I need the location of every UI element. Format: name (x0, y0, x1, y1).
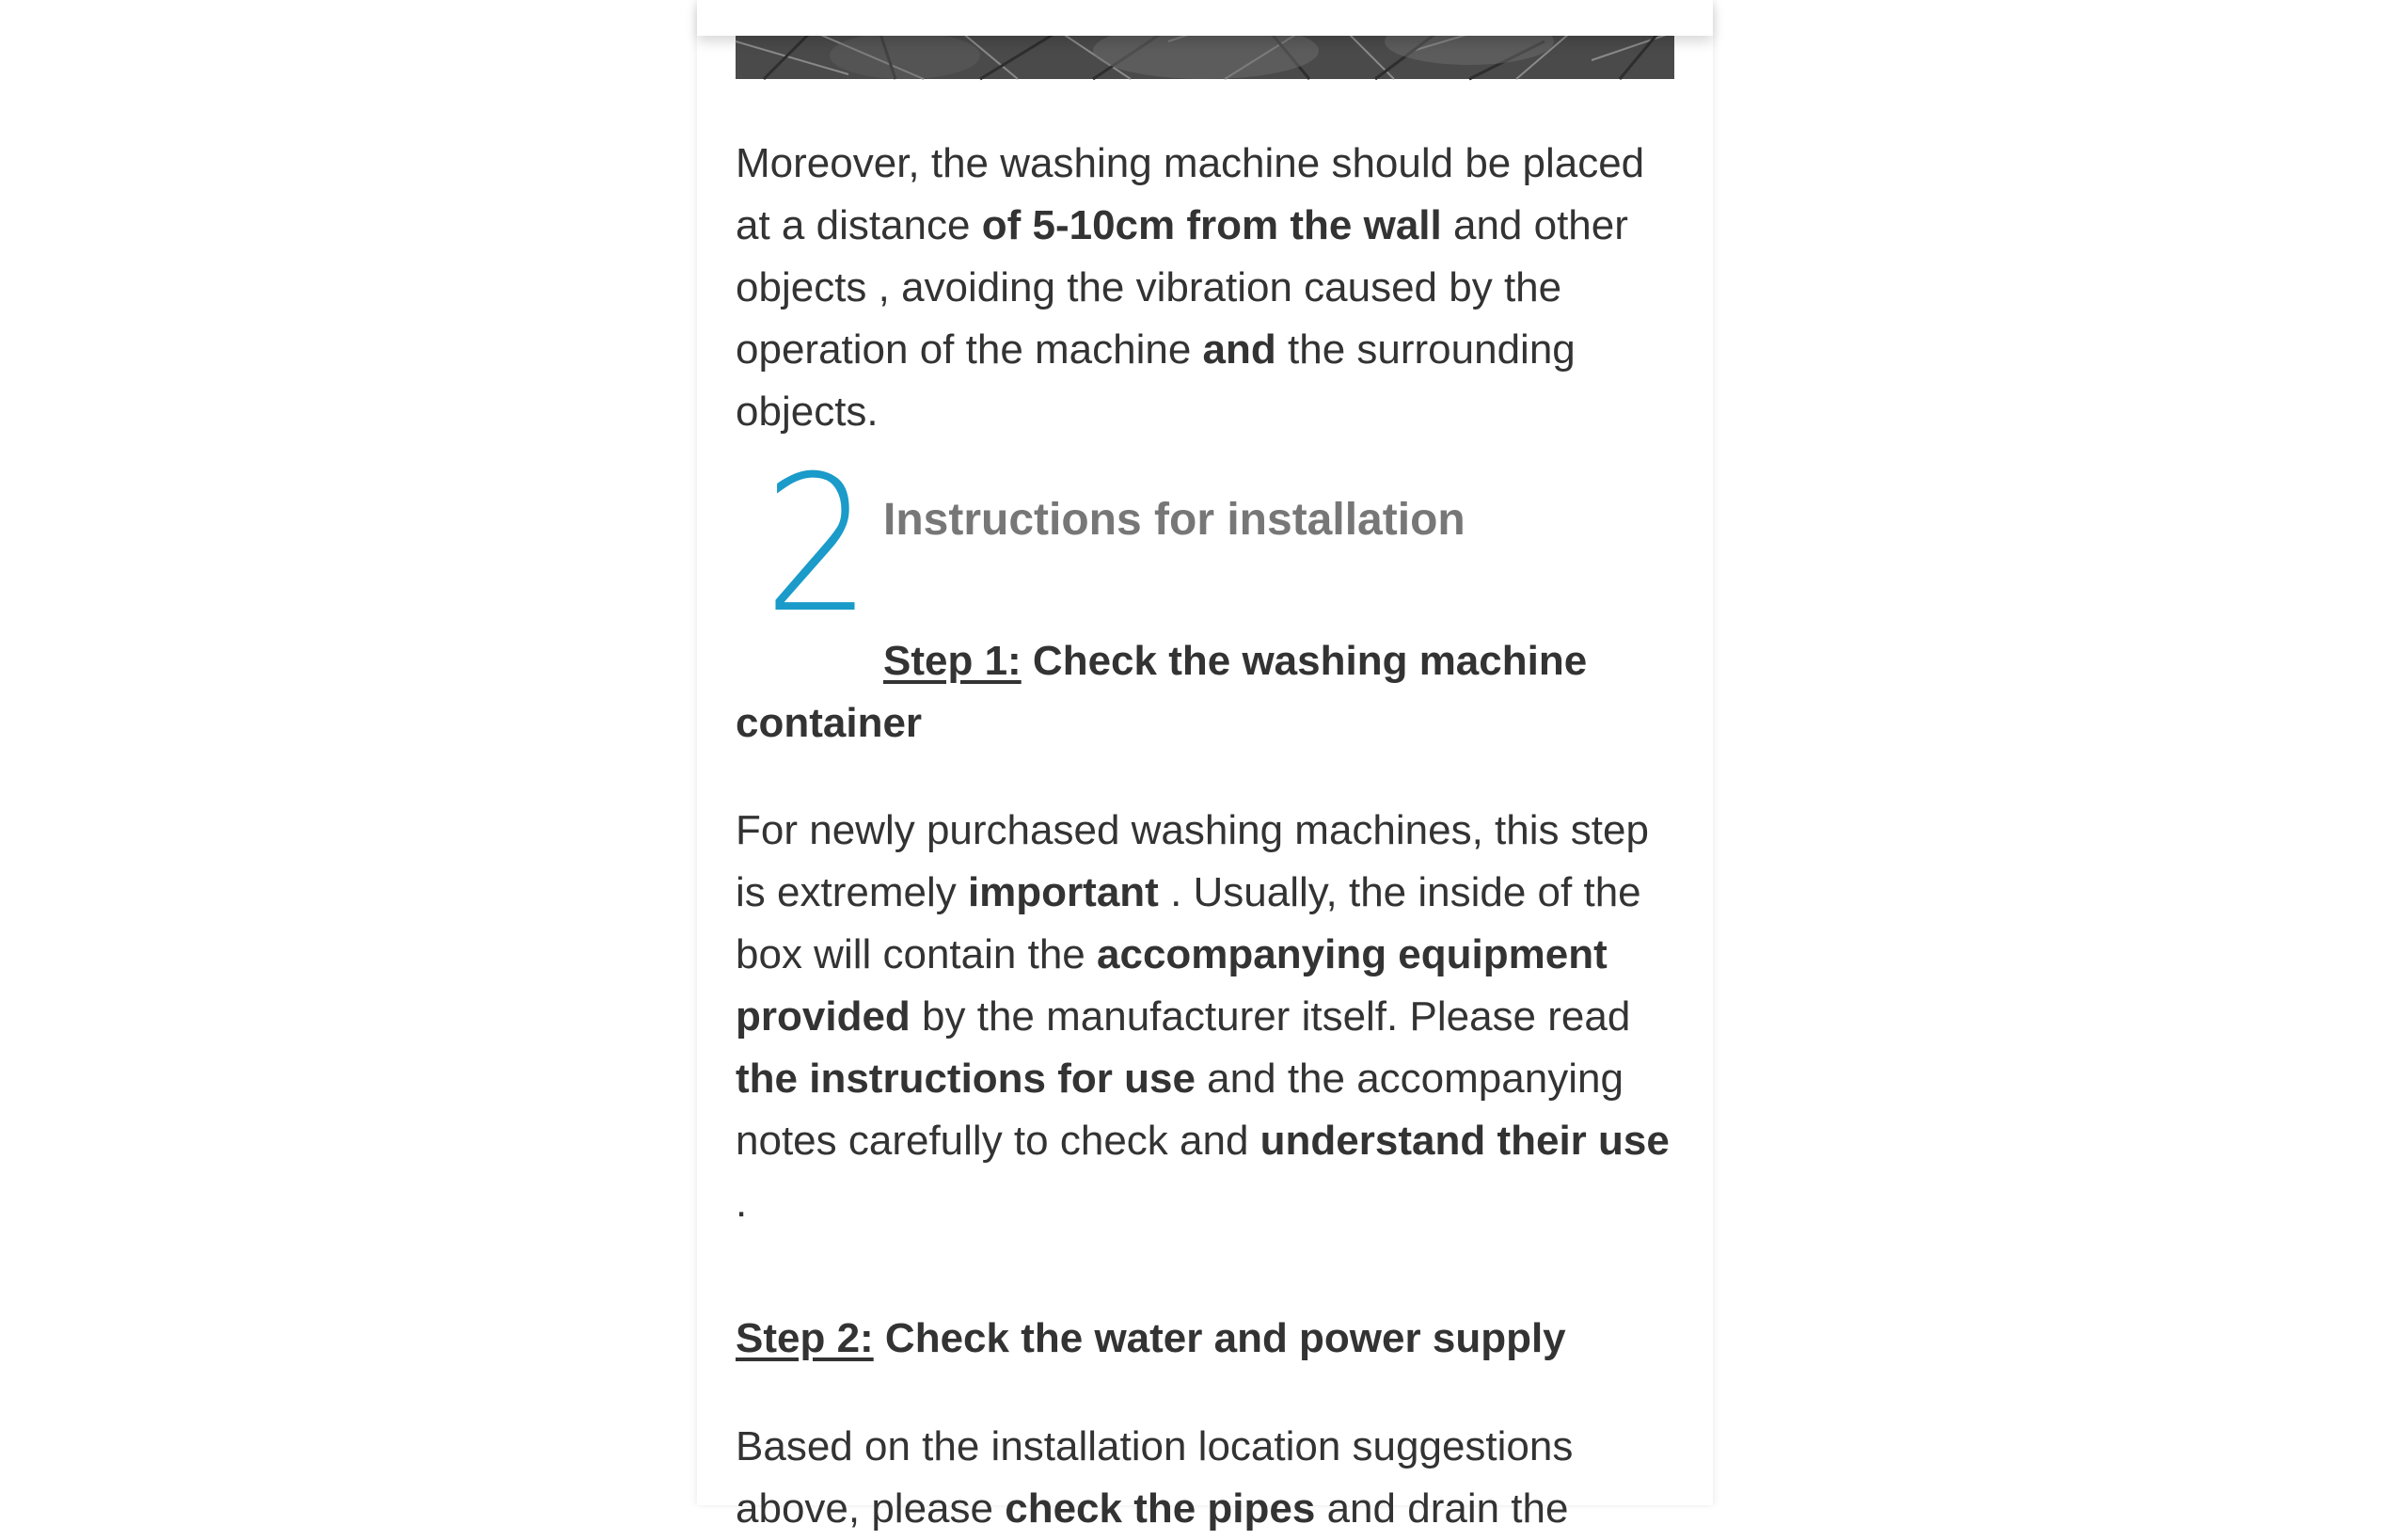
step2-paragraph (736, 1416, 1676, 1540)
step1-paragraph (736, 800, 1676, 1234)
section-number: 2 (764, 436, 872, 655)
intro-paragraph (736, 133, 1676, 443)
step1-title: Check the washing machine container (736, 638, 1588, 746)
step2-text: Based on the installation location suggestions above, please (736, 1423, 1574, 1532)
intro-text: and other objects , avoiding the vibration caused by the operation of the machine (736, 202, 1628, 373)
step1-text: For newly purchased washing machines, this step is extremely (736, 807, 1649, 915)
step1-text: . Usually, the inside of the box will contain the (736, 869, 1641, 977)
top-bar (697, 0, 1713, 36)
step2-title: Check the water and power supply (873, 1315, 1566, 1361)
section-title: Instructions for installation (883, 495, 1465, 545)
step1-bold-equipment: accompanying equipment provided (736, 931, 1608, 1040)
step2-heading (736, 1308, 1566, 1370)
step1-text: and the accompanying notes carefully to check and (736, 1056, 1624, 1164)
step2-text: and drain the (1315, 1485, 1569, 1532)
step1-text: . (736, 1180, 748, 1226)
step2-label: Step 2: (736, 1315, 874, 1361)
step1-bold-understand: understand their use (1259, 1118, 1670, 1164)
intro-text: Moreover, the washing machine should be placed at a distance (736, 140, 1645, 248)
intro-text: the surrounding objects. (736, 326, 1576, 435)
step1-bold-instructions: the instructions for use (736, 1056, 1196, 1102)
step1-heading (736, 630, 1676, 754)
step1-label: Step 1: (883, 638, 1022, 684)
intro-bold-distance: of 5-10cm from the wall (981, 202, 1442, 248)
step1-text: by the manufacturer itself. Please read (910, 993, 1631, 1040)
intro-bold-and: and (1202, 326, 1276, 373)
step2-bold-pipes: check the pipes (1005, 1485, 1316, 1532)
step1-bold-important: important (967, 869, 1159, 915)
